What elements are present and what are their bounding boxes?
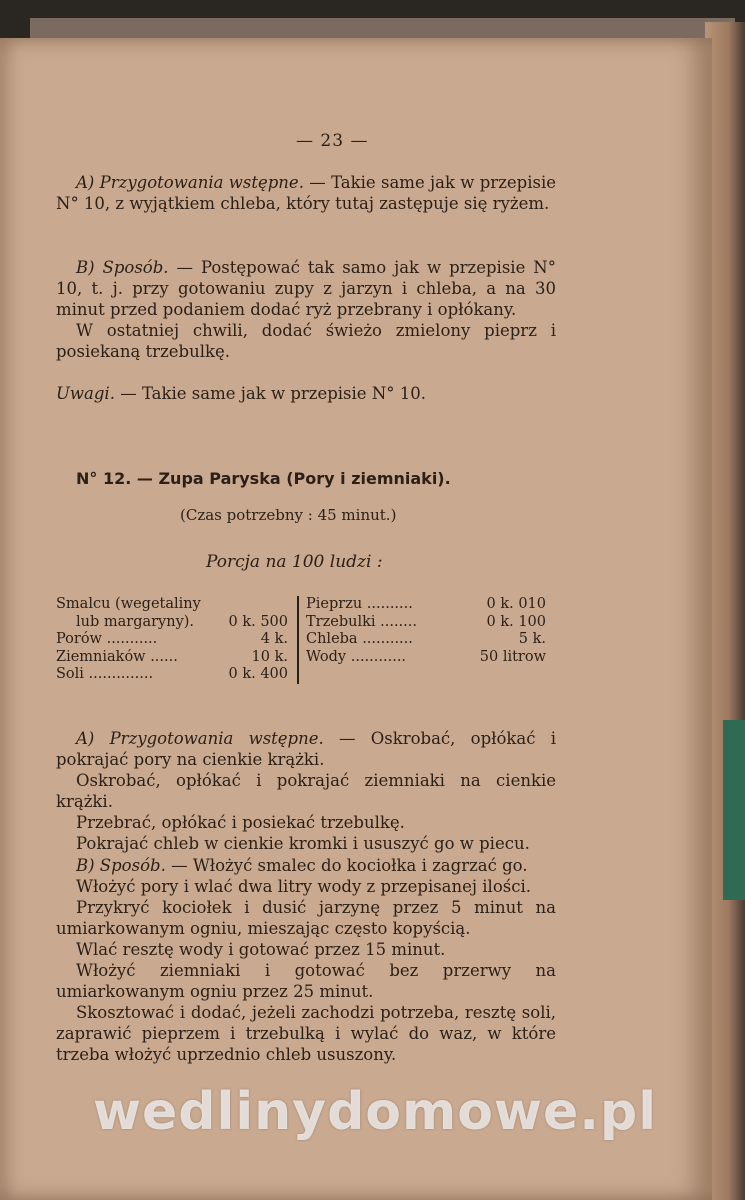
recipe11-method-extra: W ostatniej chwili, dodać świeżo zmielony pieprz i posiekaną trzebulkę. (56, 321, 556, 361)
ingredient-name: Wody ............ (306, 648, 407, 665)
step-line: Pokrajać chleb w cienkie kromki i ususzyć go w piecu. (76, 834, 530, 853)
recipe11-notes-text: — Takie same jak w przepisie N° 10. (114, 384, 426, 403)
book-cover-strip (723, 720, 745, 900)
watermark: wedlinydomowe.pl (92, 1082, 658, 1142)
ingredient-quantity: 50 litrow (479, 648, 546, 665)
recipe12-number: N° 12. (76, 469, 132, 488)
recipe11-method-label: B) Sposób. (76, 258, 169, 277)
page-number: — 23 — (296, 131, 369, 151)
ingredient-quantity: 5 k. (518, 631, 546, 647)
ingredient-name: Ziemniaków ...... (56, 648, 178, 665)
ingredient-quantity: 0 k. 400 (228, 666, 288, 682)
ingredient-quantity: 0 k. 500 (228, 613, 288, 630)
recipe11-method-text: — Postępować tak samo jak w przepisie N° 10, t. j. przy gotowaniu zupy z jarzyn i chleba, a na 30 minut przed podaniem dodać ryż przebrany i opłókany. (56, 258, 556, 319)
recipe12-portion: Porcja na 100 ludzi : (206, 552, 383, 572)
recipe12-preparation-text: — Oskrobać, opłókać i pokrajać pory na cienkie krążki. (56, 729, 557, 769)
ingredients-left-column (56, 596, 288, 684)
ingredient-row (56, 596, 288, 614)
step-line: Włożyć pory i wlać dwa litry wody z przepisanej ilości. (76, 877, 531, 896)
step-line: Przykryć kociołek i dusić jarzynę przez 5 minut na umiarkowanym ogniu, mieszając często kopyścią. (56, 898, 556, 938)
recipe12-preparation-label: A) Przygotowania wstępne. (76, 729, 324, 748)
ingredient-row (306, 649, 546, 667)
recipe12-preparation (56, 728, 556, 770)
ingredient-row (56, 614, 288, 632)
ingredient-quantity: 10 k. (251, 648, 288, 665)
recipe12-method-label: B) Sposób. (76, 856, 166, 875)
recipe12-method-text: — Włożyć smalec do kociołka i zagrzać go. (165, 856, 528, 875)
recipe12-heading (76, 468, 451, 489)
book-top-edge (30, 18, 735, 40)
recipe11-method (56, 257, 556, 320)
recipe11-preparation-label: A) Przygotowania wstępne. (76, 173, 304, 192)
step-line: Oskrobać, opłókać i pokrajać ziemniaki na cienkie krążki. (56, 771, 556, 811)
ingredient-name: Chleba ........... (306, 631, 413, 647)
ingredient-name: Smalcu (wegetaliny (56, 596, 201, 612)
step-line: Włożyć ziemniaki i gotować bez przerwy na umiarkowanym ogniu przez 25 minut. (56, 961, 556, 1001)
recipe12-method (56, 855, 556, 876)
ingredient-quantity: 0 k. 010 (486, 596, 546, 612)
recipe11-notes (56, 383, 556, 404)
ingredient-name: lub margaryny). (76, 613, 195, 630)
recipe12-preparation-steps (56, 770, 556, 854)
step-line: Przebrać, opłókać i posiekać trzebulkę. (76, 813, 405, 832)
recipe11-preparation (56, 172, 556, 214)
recipe12-title: — Zupa Paryska (Pory i ziemniaki). (131, 469, 451, 488)
ingredient-name: Soli .............. (56, 666, 154, 682)
ingredient-name: Pieprzu .......... (306, 596, 413, 612)
ingredients-divider (297, 596, 299, 684)
recipe11-notes-label: Uwagi. (56, 384, 115, 403)
ingredients-right-column (306, 596, 546, 666)
step-line: Wlać resztę wody i gotować przez 15 minut. (76, 940, 446, 959)
recipe12-time: (Czas potrzebny : 45 minut.) (180, 506, 397, 524)
ingredient-row (306, 631, 546, 649)
recipe11-preparation-text: — Takie same jak w przepisie N° 10, z wyjątkiem chleba, który tutaj zastępuje się ryżem. (56, 173, 557, 213)
step-line: Skosztować i dodać, jeżeli zachodzi potrzeba, resztę soli, zaprawić pieprzem i trzebulką i wylać do waz, w które trzeba włożyć uprzednio chleb ususzony. (56, 1003, 556, 1064)
ingredient-name: Trzebulki ........ (306, 613, 417, 630)
ingredient-row (306, 614, 546, 632)
ingredient-name: Porów ........... (56, 631, 158, 647)
ingredient-row (306, 596, 546, 614)
ingredient-row (56, 649, 288, 667)
ingredient-quantity: 4 k. (260, 631, 288, 647)
ingredient-row (56, 666, 288, 684)
ingredient-quantity: 0 k. 100 (486, 613, 546, 630)
ingredient-row (56, 631, 288, 649)
recipe12-method-steps (56, 876, 556, 1065)
